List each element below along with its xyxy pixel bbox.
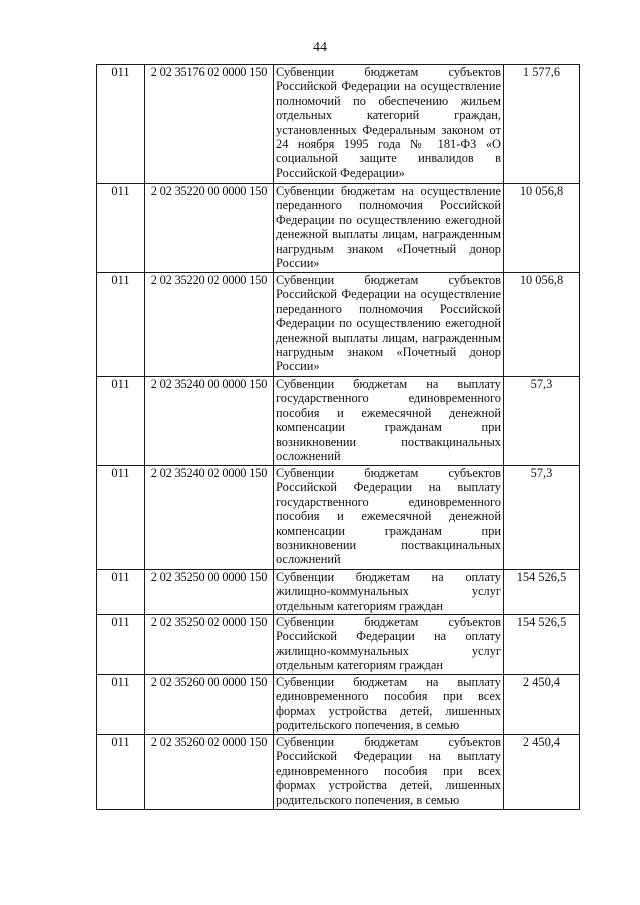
table-row [97, 570, 580, 615]
admin-code-cell: 011 [97, 273, 145, 377]
budget-code-cell: 2 02 35250 02 0000 150 [145, 615, 274, 675]
amount-cell: 10 056,8 [504, 184, 580, 273]
page-number: 44 [313, 40, 327, 55]
income-name-cell: Субвенции бюджетам на осуществление переданного полномочия Российской Федерации по осуществлению ежегодной денежной выплаты лицам, награжденным нагрудным знаком «Почетный донор России» [274, 184, 504, 273]
budget-code-cell: 2 02 35220 02 0000 150 [145, 273, 274, 377]
budget-code-cell: 2 02 35220 00 0000 150 [145, 184, 274, 273]
income-name-cell: Субвенции бюджетам на выплату единовременного пособия при всех формах устройства детей, лишенных родительского попечения, в семью [274, 675, 504, 735]
table-row [97, 184, 580, 273]
budget-table [96, 64, 580, 810]
admin-code-cell: 011 [97, 65, 145, 184]
admin-code-cell: 011 [97, 184, 145, 273]
amount-cell: 57,3 [504, 466, 580, 570]
income-name-cell: Субвенции бюджетам субъектов Российской Федерации на выплату государственного единовременного пособия и ежемесячной денежной компенсации гражданам при возникновении поствакцинальных осложнений [274, 466, 504, 570]
admin-code-cell: 011 [97, 735, 145, 810]
budget-code-cell: 2 02 35250 00 0000 150 [145, 570, 274, 615]
amount-cell: 154 526,5 [504, 615, 580, 675]
income-name-cell: Субвенции бюджетам субъектов Российской Федерации на осуществление полномочий по обеспечению жильем отдельных категорий граждан, установленных Федеральным законом от 24 ноября 1995 года № 181-ФЗ «О социальной защите инвалидов в Российской Федерации» [274, 65, 504, 184]
table-row [97, 615, 580, 675]
amount-cell: 57,3 [504, 377, 580, 466]
budget-code-cell: 2 02 35176 02 0000 150 [145, 65, 274, 184]
table-row [97, 65, 580, 184]
table-row [97, 466, 580, 570]
amount-cell: 10 056,8 [504, 273, 580, 377]
amount-cell: 154 526,5 [504, 570, 580, 615]
budget-code-cell: 2 02 35260 00 0000 150 [145, 675, 274, 735]
table-row [97, 273, 580, 377]
admin-code-cell: 011 [97, 570, 145, 615]
income-name-cell: Субвенции бюджетам субъектов Российской Федерации на осуществление переданного полномочия Российской Федерации по осуществлению ежегодной денежной выплаты лицам, награжденным нагрудным знаком «Почетный донор России» [274, 273, 504, 377]
admin-code-cell: 011 [97, 675, 145, 735]
table-row [97, 735, 580, 810]
income-name-cell: Субвенции бюджетам на выплату государственного единовременного пособия и ежемесячной денежной компенсации гражданам при возникновении поствакцинальных осложнений [274, 377, 504, 466]
income-name-cell: Субвенции бюджетам субъектов Российской Федерации на оплату жилищно-коммунальных услуг отдельным категориям граждан [274, 615, 504, 675]
budget-code-cell: 2 02 35260 02 0000 150 [145, 735, 274, 810]
income-name-cell: Субвенции бюджетам субъектов Российской Федерации на выплату единовременного пособия при всех формах устройства детей, лишенных родительского попечения, в семью [274, 735, 504, 810]
amount-cell: 2 450,4 [504, 735, 580, 810]
income-name-cell: Субвенции бюджетам на оплату жилищно-коммунальных услуг отдельным категориям граждан [274, 570, 504, 615]
admin-code-cell: 011 [97, 615, 145, 675]
budget-code-cell: 2 02 35240 02 0000 150 [145, 466, 274, 570]
table-row [97, 675, 580, 735]
admin-code-cell: 011 [97, 377, 145, 466]
budget-code-cell: 2 02 35240 00 0000 150 [145, 377, 274, 466]
amount-cell: 2 450,4 [504, 675, 580, 735]
table-row [97, 377, 580, 466]
admin-code-cell: 011 [97, 466, 145, 570]
amount-cell: 1 577,6 [504, 65, 580, 184]
